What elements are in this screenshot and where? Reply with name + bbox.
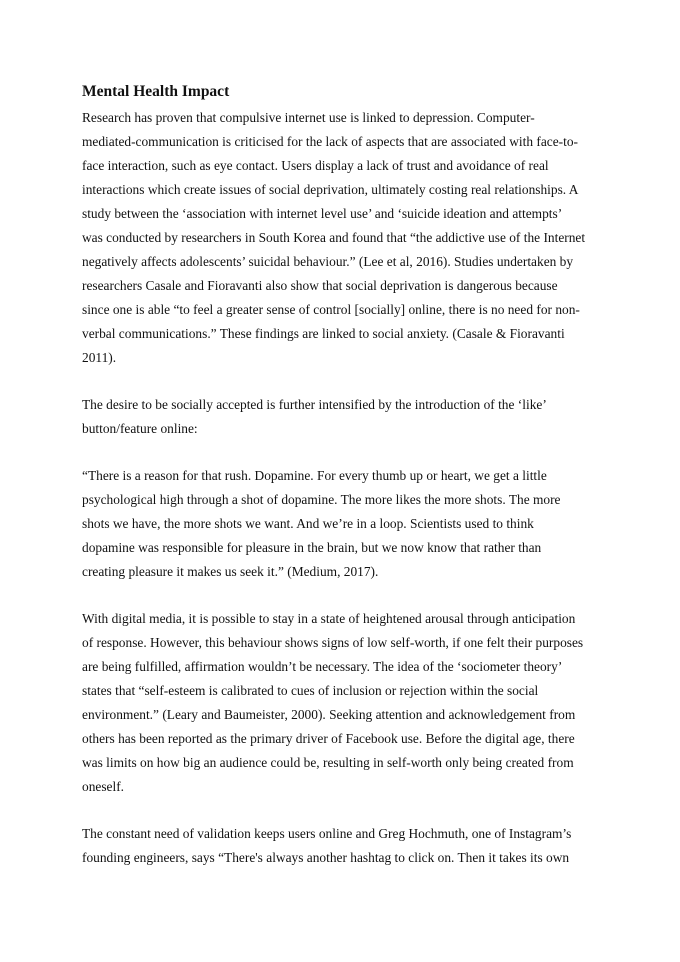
paragraph-2-line-1: The desire to be socially accepted is further intensified by the introduction of the ‘like’	[82, 397, 547, 412]
paragraph-4-line-1: With digital media, it is possible to stay in a state of heightened arousal through anticipation	[82, 611, 576, 626]
paragraph-1-line-8: researchers Casale and Fioravanti also show that social deprivation is dangerous because	[82, 278, 558, 293]
quote-line-4: dopamine was responsible for pleasure in the brain, but we now know that rather than	[82, 540, 542, 555]
paragraph-5-line-2: founding engineers, says “There's always another hashtag to click on. Then it takes its own	[82, 850, 570, 865]
quote-line-2: psychological high through a shot of dopamine. The more likes the more shots. The more	[82, 492, 561, 507]
paragraph-1-line-5: study between the ‘association with internet level use’ and ‘suicide ideation and attempts’	[82, 206, 563, 221]
paragraph-1-line-3: face interaction, such as eye contact. Users display a lack of trust and avoidance of real	[82, 158, 549, 173]
paragraph-4-line-5: environment.” (Leary and Baumeister, 2000). Seeking attention and acknowledgement from	[82, 707, 576, 722]
paragraph-1-line-2: mediated-communication is criticised for the lack of aspects that are associated with face-to-	[82, 134, 578, 149]
paragraph-1-line-1: Research has proven that compulsive internet use is linked to depression. Computer-	[82, 110, 535, 125]
quote-line-5: creating pleasure it makes us seek it.” (Medium, 2017).	[82, 564, 379, 579]
paragraph-5-line-1: The constant need of validation keeps users online and Greg Hochmuth, one of Instagram’s	[82, 826, 572, 841]
quote-line-3: shots we have, the more shots we want. And we’re in a loop. Scientists used to think	[82, 516, 534, 531]
paragraph-2-line-2: button/feature online:	[82, 421, 198, 436]
paragraph-4-line-8: oneself.	[82, 779, 125, 794]
paragraph-1-line-6: was conducted by researchers in South Korea and found that “the addictive use of the Internet	[82, 230, 586, 245]
section-heading: Mental Health Impact	[82, 83, 230, 100]
paragraph-1-line-11: 2011).	[82, 350, 117, 365]
paragraph-4-line-4: states that “self-esteem is calibrated to cues of inclusion or rejection within the social	[82, 683, 539, 698]
paragraph-1-line-10: verbal communications.” These findings are linked to social anxiety. (Casale & Fioravanti	[82, 326, 565, 341]
paragraph-4-line-2: of response. However, this behaviour shows signs of low self-worth, if one felt their purposes	[82, 635, 584, 650]
paragraph-4-line-3: are being fulfilled, affirmation wouldn’t be necessary. The idea of the ‘sociometer theory’	[82, 659, 563, 674]
paragraph-4-line-6: others has been reported as the primary driver of Facebook use. Before the digital age, there	[82, 731, 575, 746]
paragraph-1-line-7: negatively affects adolescents’ suicidal behaviour.” (Lee et al, 2016). Studies undertaken by	[82, 254, 574, 269]
paragraph-1-line-9: since one is able “to feel a greater sense of control [socially] online, there is no need for non-	[82, 302, 580, 317]
paragraph-4-line-7: was limits on how big an audience could be, resulting in self-worth only being created from	[82, 755, 574, 770]
quote-line-1: “There is a reason for that rush. Dopamine. For every thumb up or heart, we get a little	[82, 468, 547, 483]
paragraph-1-line-4: interactions which create issues of social deprivation, ultimately costing real relationships. A	[82, 182, 579, 197]
